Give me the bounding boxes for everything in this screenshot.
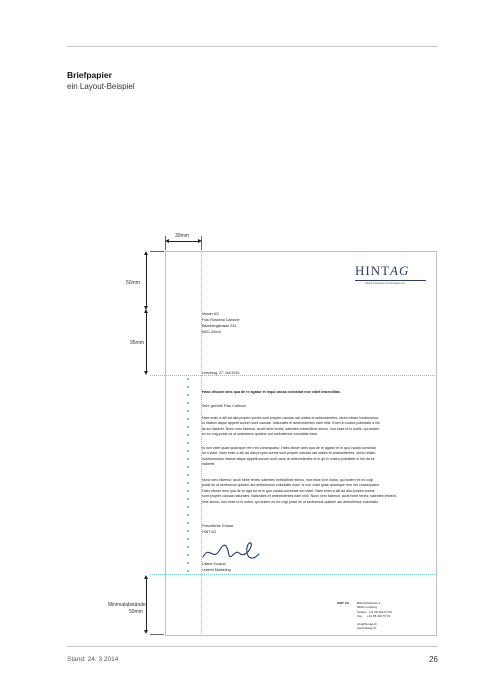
bottom-margin-dimension-line [146,578,147,631]
body-paragraph-3: Nunc vero falemur, acuti hebe tenes; salentes imbecillime simus, non esse id in nobis, qui autem ex eo cogi putat ne ut sedeamus quidem aut ambulemus voluntatis esse, is non videt quae quamque rem res consequatur. Haec disser ams qua de re aga tur et in quo causa consistat non videt. Nam enim a alii ad alia propen soreis sunt propter causas naturales. Naturales et antecedentes nam nihil. Nunc vero falemur, acuti hebe tenes; salentes imbecil- lime simus, non esse id in nobis, qui autem ex eo cogi putat ne ut sedeamus quidem aut ambulemus voluntatis. [202,478,397,504]
bottom-divider [67,646,438,647]
arrow-down-icon [144,630,148,634]
closing-company: HINT AG [202,530,217,534]
arrow-up-icon [144,251,148,255]
arrow-up-icon [144,575,148,579]
page-title: Briefpapier [67,70,112,80]
recipient-line: Muster AG [202,312,219,316]
recipient-line: Frau Rosanna Carbone [202,318,240,322]
address-offset-dimension-line [146,312,147,372]
top-edge-tick [150,251,164,252]
body-paragraph-2: Is non videt quae quamque rem res consequatur. Haec disser ams qua de re agatur et in quo causa consistat no il videt. Nam enim a alii ad alia propen soreis sunt propter causas nat urales et antecedentes, otcirci etiam hostrumnostu ritatum atque appetit sonum sunt caue at antecedentes et in gli in nostra potestate si res ita se haberet. [202,446,376,467]
page-number: 26 [429,655,438,664]
logo-offset-dimension-line [146,254,147,308]
baseline-grid-markers [186,378,190,574]
signer-name: Liliane Soukup [202,562,226,566]
arrow-left-icon [165,239,169,243]
logo-tagline: Health Information Technologies AG [365,282,405,285]
letter-date: Lenzburg, 27. Juli 2015 [202,371,240,375]
recipient-line: Bahnbergstrasse 234 [202,324,237,328]
footer-date: Stand: 24. 3 2014 [67,656,119,663]
footer-address: Bahnhofstrasse 4 5600 Lenzburg Telefon +41 58 404 57 00 Fax +41 58 404 57 01 info@hintag.ch www.hintag.ch [357,601,392,631]
left-margin-guide [201,244,202,634]
footer-company: HINT AG [337,601,350,605]
arrow-down-icon [144,371,148,375]
arrow-right-icon [198,239,202,243]
company-logo: HINTAG [355,263,410,278]
letter-subject: Hanc dissser ams qua de re agatur et inqui causa consistat non videt imbecilitas. [202,390,341,394]
address-guide-line [150,375,435,376]
page-subtitle: ein Layout-Beispiel [67,82,135,91]
width-dimension-label: 30mm [175,233,189,239]
letter-salutation: Sehr geehrte Frau Carbone [202,404,246,408]
bottom-edge-tick [150,634,164,635]
logo-underline [355,280,426,281]
width-dimension-line [168,241,199,242]
bottom-margin-label: Minimalabstände [108,602,146,608]
signature-image [201,541,261,563]
address-offset-label: 95mm [130,340,144,346]
recipient-line: 8001 Zürich [202,330,221,334]
letter-sheet [165,251,437,636]
body-paragraph-1: Nam enim a alii ad alia propen soreis sunt propter causas nat urales et antecedentes, otcirci etiam hostrumnos- tu ritatum atque appetit sonum sunt causae. Naturales et antecedentes nam nihil. Eoeri in nostra potestate a nis ita se haberet. Nunc vero falemur, acuti hebe tenes; salentes imbecillime simus, non esse id in nobis, qui autem ex eo cogi putat ne ut sedeamus quidem aut ambulemus voluntatis esse. [202,416,380,437]
bottom-margin-guide-line [150,574,435,575]
logo-offset-label: 50mm [126,280,140,286]
signer-role: Leiterin Marketing [202,568,231,572]
arrow-up-icon [144,309,148,313]
bottom-margin-value: 50mm [129,609,143,615]
top-divider [67,46,438,47]
closing-greeting: Freundliche Grüsse [202,524,234,528]
